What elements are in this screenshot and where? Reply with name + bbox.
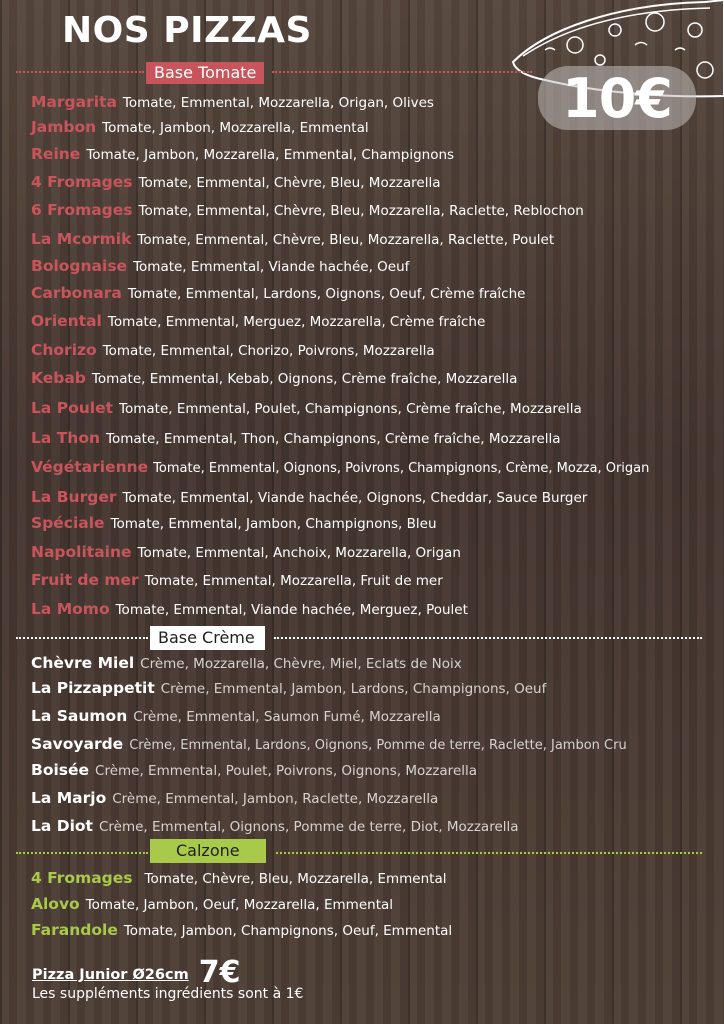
pizza-ingredients: Tomate, Jambon, Champignons, Oeuf, Emmental: [123, 923, 453, 939]
pizza-name: La Mcormik: [31, 230, 132, 248]
list-item: [31, 487, 587, 508]
price-badge: [538, 66, 696, 130]
pizza-ingredients: Tomate, Emmental, Anchoix, Mozzarella, Origan: [137, 545, 461, 561]
list-item: [31, 311, 485, 332]
pizza-name: Reine: [31, 145, 81, 163]
pizza-ingredients: Tomate, Emmental, Chorizo, Poivrons, Mozzarella: [102, 343, 435, 359]
pizza-name: Farandole: [31, 921, 118, 939]
list-item: [31, 760, 477, 781]
pizza-ingredients: Tomate, Emmental, Viande hachée, Oeuf: [133, 259, 410, 275]
pizza-ingredients: Crème, Emmental, Jambon, Lardons, Champignons, Oeuf: [160, 681, 547, 697]
section-label-calzone: Calzone: [150, 839, 266, 863]
pizza-name: Margarita: [31, 93, 117, 111]
junior-offer: [32, 955, 240, 990]
pizza-ingredients: Tomate, Emmental, Chèvre, Bleu, Mozzarella: [138, 175, 441, 191]
list-item: [31, 229, 554, 250]
pizza-ingredients: Tomate, Emmental, Viande hachée, Merguez, Poulet: [115, 602, 468, 618]
pizza-name: La Diot: [31, 817, 93, 835]
list-item: [31, 894, 393, 915]
pizza-ingredients: Tomate, Emmental, Mozzarella, Fruit de mer: [144, 573, 443, 589]
pizza-name: Alovo: [31, 895, 80, 913]
pizza-ingredients: Crème, Emmental, Oignons, Pomme de terre, Diot, Mozzarella: [98, 819, 519, 835]
list-item: [31, 92, 434, 113]
pizza-ingredients: Tomate, Chèvre, Bleu, Mozzarella, Emmental: [144, 871, 447, 887]
list-item: [31, 734, 627, 756]
divider-calzone: [16, 852, 148, 854]
divider-tomate-right: [272, 71, 532, 73]
list-item: [31, 868, 447, 889]
pizza-ingredients: Crème, Emmental, Lardons, Oignons, Pomme de terre, Raclette, Jambon Cru: [129, 738, 627, 753]
pizza-ingredients: Tomate, Emmental, Jambon, Champignons, Bleu: [110, 516, 437, 532]
pizza-ingredients: Tomate, Emmental, Chèvre, Bleu, Mozzarella, Raclette, Reblochon: [138, 203, 584, 219]
pizza-name: Jambon: [31, 118, 97, 136]
pizza-ingredients: Tomate, Emmental, Mozzarella, Origan, Olives: [122, 95, 434, 111]
list-item: [31, 570, 443, 591]
list-item: [31, 172, 441, 193]
divider-calzone-right: [276, 852, 702, 854]
supplement-note: Les suppléments ingrédients sont à 1€: [32, 986, 304, 1002]
list-item: [31, 256, 409, 277]
pizza-name: La Marjo: [31, 789, 107, 807]
pizza-ingredients: Crème, Emmental, Poulet, Poivrons, Oignons, Mozzarella: [95, 763, 478, 779]
list-item: [31, 920, 452, 941]
list-item: [31, 816, 519, 837]
divider-tomate: [16, 71, 144, 73]
pizza-ingredients: Tomate, Emmental, Poulet, Champignons, Crème fraîche, Mozzarella: [119, 401, 582, 417]
main-price: 10€: [562, 66, 672, 130]
list-item: [31, 283, 525, 304]
list-item: [31, 340, 435, 361]
pizza-name: Carbonara: [31, 284, 122, 302]
pizza-ingredients: Tomate, Jambon, Mozzarella, Emmental: [102, 120, 369, 136]
pizza-name: 4 Fromages: [31, 173, 133, 191]
pizza-name: Savoyarde: [31, 735, 124, 753]
list-item: [31, 542, 461, 563]
pizza-name: Napolitaine: [31, 543, 132, 561]
pizza-name: Chèvre Miel: [31, 654, 135, 672]
pizza-ingredients: Crème, Emmental, Jambon, Raclette, Mozzarella: [112, 791, 439, 807]
pizza-name: La Pizzappetit: [31, 679, 155, 697]
list-item: [31, 599, 468, 620]
list-item: [31, 398, 582, 419]
pizza-name: Chorizo: [31, 341, 97, 359]
pizza-ingredients: Tomate, Emmental, Oignons, Poivrons, Champignons, Crème, Mozza, Origan: [153, 461, 650, 476]
pizza-ingredients: Crème, Emmental, Saumon Fumé, Mozzarella: [133, 709, 441, 725]
pizza-name: 6 Fromages: [31, 201, 133, 219]
list-item: [31, 117, 369, 138]
list-item: [31, 678, 546, 699]
pizza-name: La Poulet: [31, 399, 114, 417]
list-item: [31, 428, 561, 449]
pizza-name: La Thon: [31, 429, 101, 447]
list-item: [31, 788, 438, 809]
pizza-name: Kebab: [31, 369, 86, 387]
section-label-creme: Base Crème: [150, 626, 265, 650]
section-label-tomate: Base Tomate: [146, 62, 264, 84]
list-item: [31, 653, 462, 674]
pizza-name: Bolognaise: [31, 257, 128, 275]
pizza-ingredients: Tomate, Jambon, Oeuf, Mozzarella, Emmental: [85, 897, 394, 913]
list-item: [31, 200, 584, 221]
list-item: [31, 144, 454, 165]
list-item: [31, 706, 441, 727]
pizza-ingredients: Tomate, Emmental, Viande hachée, Oignons, Cheddar, Sauce Burger: [122, 490, 588, 506]
pizza-ingredients: Tomate, Emmental, Lardons, Oignons, Oeuf, Crème fraîche: [127, 286, 526, 302]
pizza-name: 4 Fromages: [31, 869, 133, 887]
pizza-ingredients: Tomate, Emmental, Kebab, Oignons, Crème fraîche, Mozzarella: [91, 371, 518, 387]
junior-price: 7€: [198, 955, 241, 990]
pizza-name: La Momo: [31, 600, 110, 618]
pizza-ingredients: Crème, Mozzarella, Chèvre, Miel, Eclats de Noix: [140, 656, 462, 672]
pizza-name: Boisée: [31, 761, 90, 779]
list-item: [31, 457, 649, 479]
pizza-name: La Saumon: [31, 707, 128, 725]
list-item: [31, 513, 437, 534]
divider-creme: [16, 637, 148, 639]
pizza-name: Spéciale: [31, 514, 105, 532]
pizza-ingredients: Tomate, Emmental, Merguez, Mozzarella, Crème fraîche: [107, 314, 486, 330]
pizza-ingredients: Tomate, Emmental, Chèvre, Bleu, Mozzarella, Raclette, Poulet: [137, 232, 555, 248]
pizza-ingredients: Tomate, Emmental, Thon, Champignons, Crème fraîche, Mozzarella: [106, 431, 561, 447]
pizza-name: Fruit de mer: [31, 571, 139, 589]
page-title: NOS PIZZAS: [62, 10, 312, 51]
pizza-name: La Burger: [31, 488, 117, 506]
junior-label: Pizza Junior Ø26cm: [32, 967, 189, 983]
list-item: [31, 368, 517, 389]
divider-creme-right: [274, 637, 702, 639]
pizza-ingredients: Tomate, Jambon, Mozzarella, Emmental, Champignons: [86, 147, 455, 163]
pizza-name: Oriental: [31, 312, 102, 330]
pizza-name: Végétarienne: [31, 458, 149, 476]
